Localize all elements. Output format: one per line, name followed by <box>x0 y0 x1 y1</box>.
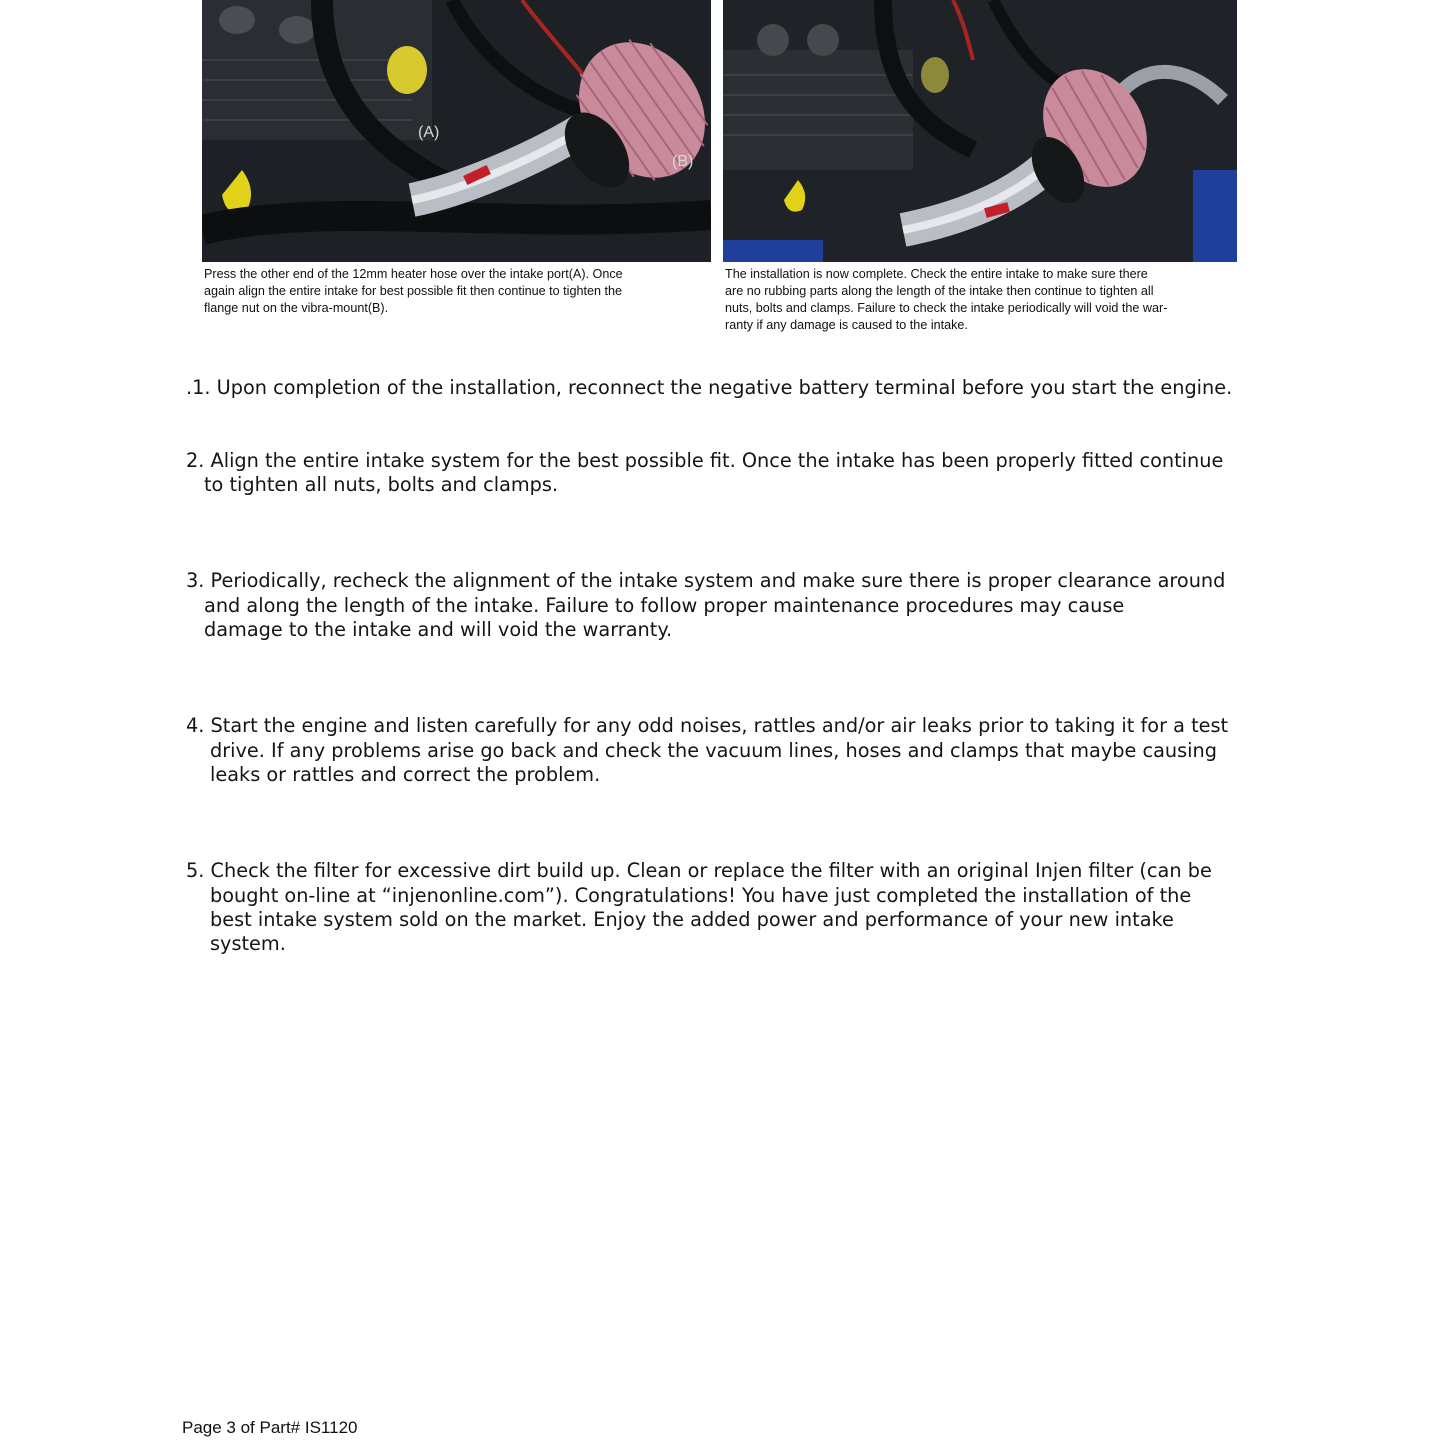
engine-photo-installation-complete <box>723 0 1237 262</box>
step-3-first-line: 3. Periodically, recheck the alignment of the intake system and make sure there is proper clearance around <box>186 569 1226 593</box>
step-1-first-line: .1. Upon completion of the installation, reconnect the negative battery terminal before you start the engine. <box>186 376 1233 400</box>
instruction-steps <box>186 352 1261 1004</box>
engine-photo-step-heater-hose <box>202 0 711 262</box>
step-5-first-line: 5. Check the filter for excessive dirt build up. Clean or replace the filter with an original Injen filter (can be <box>186 859 1212 883</box>
instruction-step-2 <box>186 424 1261 521</box>
photo-caption-left: Press the other end of the 12mm heater hose over the intake port(A). Once again align the entire intake for best possible fit then continue to tighten the flange nut on the vibra-mount(B). <box>204 267 623 315</box>
instruction-step-4 <box>186 690 1261 811</box>
step-3-continuation: and along the length of the intake. Failure to follow proper maintenance procedures may cause damage to the intake and will void the warranty. <box>204 593 1125 641</box>
page-footer: Page 3 of Part# IS1120 <box>182 1418 358 1437</box>
photo-caption-right: The installation is now complete. Check the entire intake to make sure there are no rubbing parts along the length of the intake then continue to tighten all nuts, bolts and clamps. Failure to check the intake periodically will void the war- ranty if any damage is caused to the intake. <box>725 267 1168 332</box>
instruction-step-5 <box>186 835 1261 980</box>
step-2-continuation: to tighten all nuts, bolts and clamps. <box>204 472 559 496</box>
instruction-step-1 <box>186 352 1261 400</box>
step-5-continuation: bought on-line at “injenonline.com”). Congratulations! You have just completed the installation of the best intake system sold on the market. Enjoy the added power and performance of your new intake system. <box>210 883 1192 956</box>
step-4-continuation: drive. If any problems arise go back and check the vacuum lines, hoses and clamps that maybe causing leaks or rattles and correct the problem. <box>210 738 1217 786</box>
step-4-first-line: 4. Start the engine and listen carefully for any odd noises, rattles and/or air leaks prior to taking it for a test <box>186 714 1229 738</box>
label-a: (A) <box>418 124 440 141</box>
instruction-step-3 <box>186 545 1261 666</box>
step-2-first-line: 2. Align the entire intake system for the best possible fit. Once the intake has been properly fitted continue <box>186 448 1224 472</box>
label-b: (B) <box>672 153 694 170</box>
